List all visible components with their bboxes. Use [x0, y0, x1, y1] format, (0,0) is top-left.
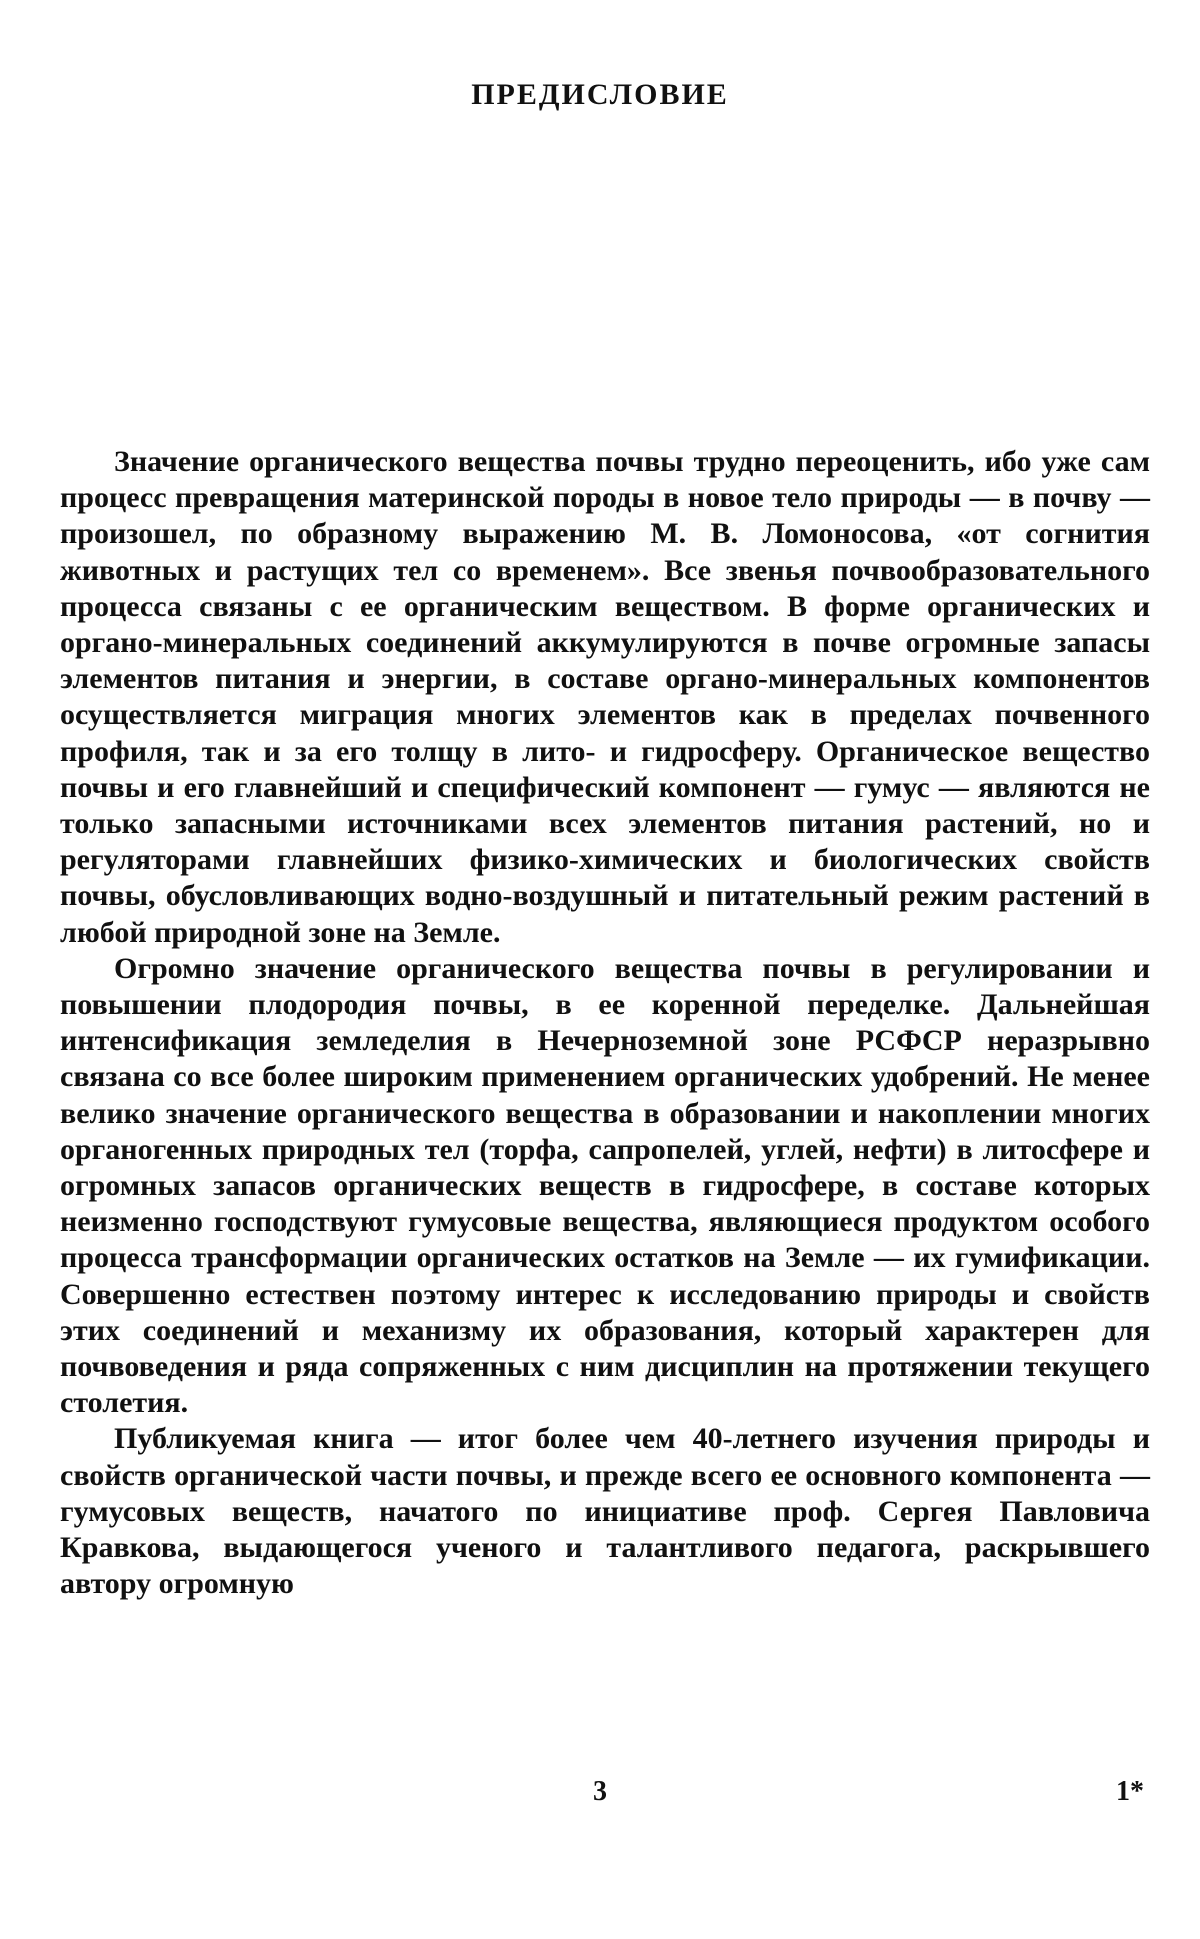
- body-text: [60, 444, 1150, 1603]
- paragraph-3: Публикуемая книга — итог более чем 40-летнего изучения природы и свойств органической части почвы, и прежде всего ее основного компонента — гумусовых веществ, начатого по инициативе проф. Сергея Павловича Кравкова, выдающегося ученого и талантливого педагога, раскрывшего автору огромную: [60, 1422, 1150, 1601]
- page-number: 3: [593, 1776, 607, 1807]
- paragraph-2: Огромно значение органического вещества почвы в регулировании и повышении плодородия почвы, в ее коренной переделке. Дальнейшая интенсификация земледелия в Нечерноземной зоне РСФСР неразрывно связана со все более широким применением органических удобрений. Не менее велико значение органического вещества в образовании и накоплении многих органогенных природных тел (торфа, сапропелей, углей, нефти) в литосфере и огромных запасов органических веществ в гидросфере, в составе которых неизменно господствуют гумусовые вещества, являющиеся продуктом особого процесса трансформации органических остатков на Земле — их гумификации. Совершенно естествен поэтому интерес к исследованию природы и свойств этих соединений и механизму их образования, который характерен для почвоведения и ряда сопряженных с ним дисциплин на протяжении текущего столетия.: [60, 951, 1150, 1420]
- paragraph-1: Значение органического вещества почвы трудно переоценить, ибо уже сам процесс превращения материнской породы в новое тело природы — в почву — произошел, по образному выражению М. В. Ломоносова, «от согнития животных и растущих тел со временем». Все звенья почвообразовательного процесса связаны с ее органическим веществом. В форме органических и органо-минеральных соединений аккумулируются в почве огромные запасы элементов питания и энергии, в составе органо-минеральных компонентов осуществляется миграция многих элементов как в пределах почвенного профиля, так и за его толщу в лито- и гидросферу. Органическое вещество почвы и его главнейший и специфический компонент — гумус — являются не только запасными источниками всех элементов питания растений, но и регуляторами главнейших физико-химических и биологических свойств почвы, обусловливающих водно-воздушный и питательный режим растений в любой природной зоне на Земле.: [60, 445, 1150, 949]
- signature-mark: 1*: [1116, 1776, 1144, 1807]
- page-title: ПРЕДИСЛОВИЕ: [471, 78, 729, 111]
